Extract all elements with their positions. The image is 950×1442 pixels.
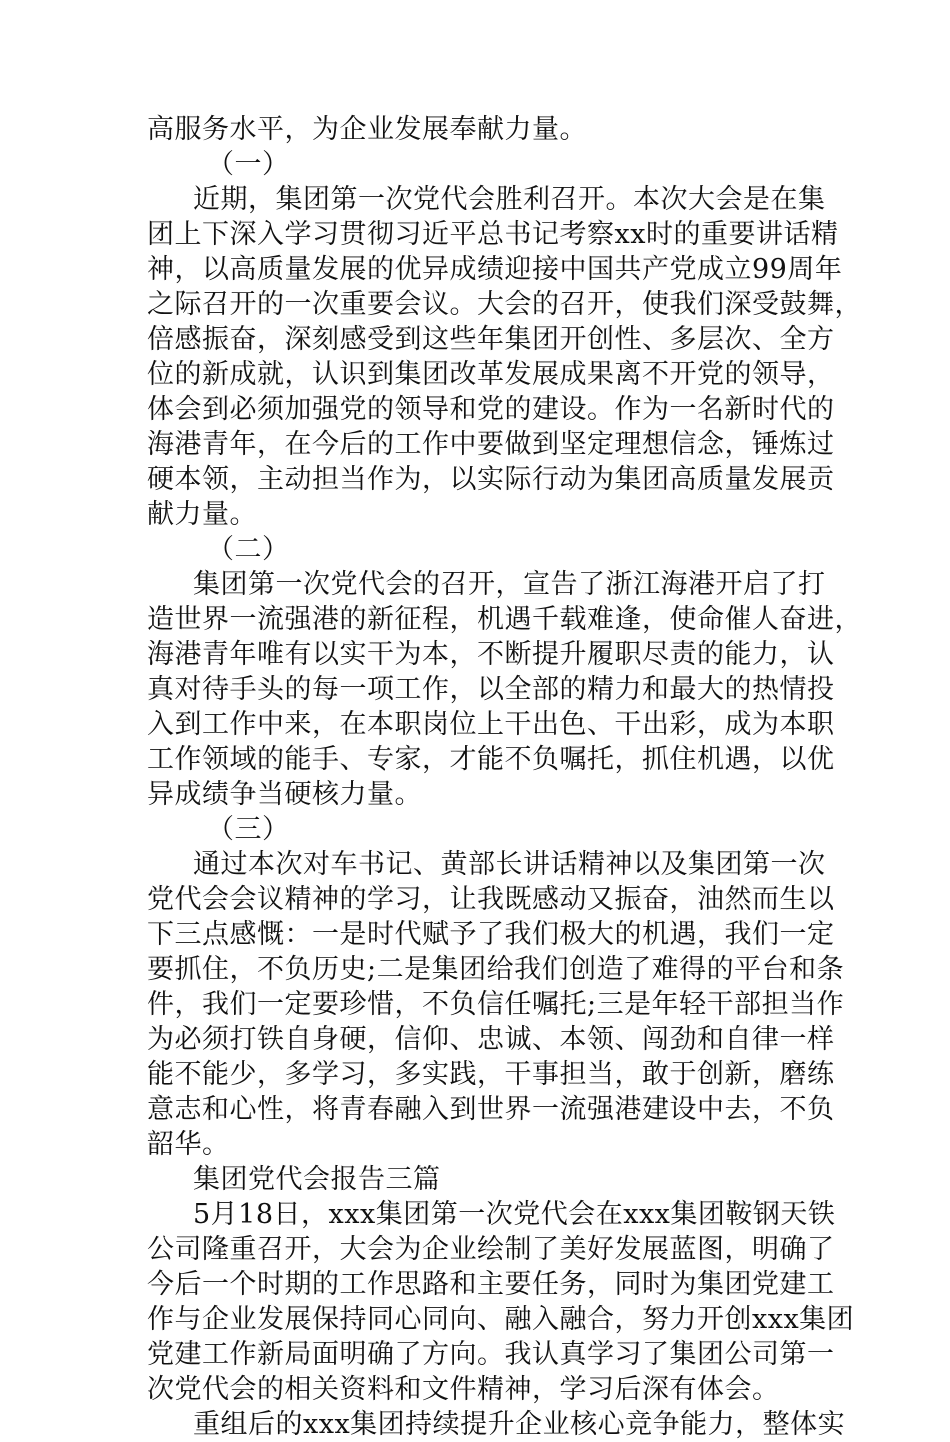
text-line: 党建工作新局面明确了方向。我认真学习了集团公司第一 <box>147 1339 835 1370</box>
text-line: 体会到必须加强党的领导和党的建设。作为一名新时代的 <box>147 394 835 425</box>
text-line: 要抓住，不负历史;二是集团给我们创造了难得的平台和条 <box>147 954 845 985</box>
text-line: 倍感振奋，深刻感受到这些年集团开创性、多层次、全方 <box>147 324 835 355</box>
paragraph-first-line: 重组后的xxx集团持续提升企业核心竞争能力，整体实 <box>193 1409 846 1440</box>
text-line: 造世界一流强港的新征程，机遇千载难逢，使命催人奋进， <box>147 604 862 635</box>
text-line: 下三点感慨：一是时代赋予了我们极大的机遇，我们一定 <box>147 919 835 950</box>
text-line: 工作领域的能手、专家，才能不负嘱托，抓住机遇，以优 <box>147 744 835 775</box>
text-line: 今后一个时期的工作思路和主要任务，同时为集团党建工 <box>147 1269 835 1300</box>
text-line: 意志和心性，将青春融入到世界一流强港建设中去，不负 <box>147 1094 835 1125</box>
text-line: 团上下深入学习贯彻习近平总书记考察xx时的重要讲话精 <box>147 219 839 250</box>
text-line: 韶华。 <box>147 1129 230 1160</box>
section-number: （二） <box>207 534 290 565</box>
text-line: 硬本领，主动担当作为，以实际行动为集团高质量发展贡 <box>147 464 835 495</box>
text-line: 作与企业发展保持同心同向、融入融合，努力开创xxx集团 <box>147 1304 855 1335</box>
text-line: 为必须打铁自身硬，信仰、忠诚、本领、闯劲和自律一样 <box>147 1024 835 1055</box>
text-line: 海港青年，在今后的工作中要做到坚定理想信念，锤炼过 <box>147 429 835 460</box>
paragraph-first-line: 5月18日，xxx集团第一次党代会在xxx集团鞍钢天铁 <box>193 1199 836 1230</box>
text-line: 能不能少，多学习，多实践，干事担当，敢于创新，磨练 <box>147 1059 835 1090</box>
text-line: 次党代会的相关资料和文件精神，学习后深有体会。 <box>147 1374 780 1405</box>
text-line: 入到工作中来，在本职岗位上干出色、干出彩，成为本职 <box>147 709 835 740</box>
text-line: 之际召开的一次重要会议。大会的召开，使我们深受鼓舞， <box>147 289 862 320</box>
text-line: 公司隆重召开，大会为企业绘制了美好发展蓝图，明确了 <box>147 1234 835 1265</box>
section-number: （一） <box>207 149 290 180</box>
section-number: （三） <box>207 814 290 845</box>
paragraph-first-line: 集团第一次党代会的召开，宣告了浙江海港开启了打 <box>193 569 826 600</box>
document-page <box>147 112 862 1442</box>
section-title: 集团党代会报告三篇 <box>193 1164 441 1195</box>
text-line: 异成绩争当硬核力量。 <box>147 779 422 810</box>
text-line: 献力量。 <box>147 499 257 530</box>
text-line: 真对待手头的每一项工作，以全部的精力和最大的热情投 <box>147 674 835 705</box>
text-line: 高服务水平，为企业发展奉献力量。 <box>147 114 587 145</box>
paragraph-first-line: 通过本次对车书记、黄部长讲话精神以及集团第一次 <box>193 849 826 880</box>
text-line: 党代会会议精神的学习，让我既感动又振奋，油然而生以 <box>147 884 835 915</box>
text-line: 位的新成就，认识到集团改革发展成果离不开党的领导， <box>147 359 835 390</box>
text-line: 件，我们一定要珍惜，不负信任嘱托;三是年轻干部担当作 <box>147 989 845 1020</box>
text-line: 海港青年唯有以实干为本，不断提升履职尽责的能力，认 <box>147 639 835 670</box>
paragraph-first-line: 近期，集团第一次党代会胜利召开。本次大会是在集 <box>193 184 826 215</box>
text-line: 神，以高质量发展的优异成绩迎接中国共产党成立99周年 <box>147 254 843 285</box>
